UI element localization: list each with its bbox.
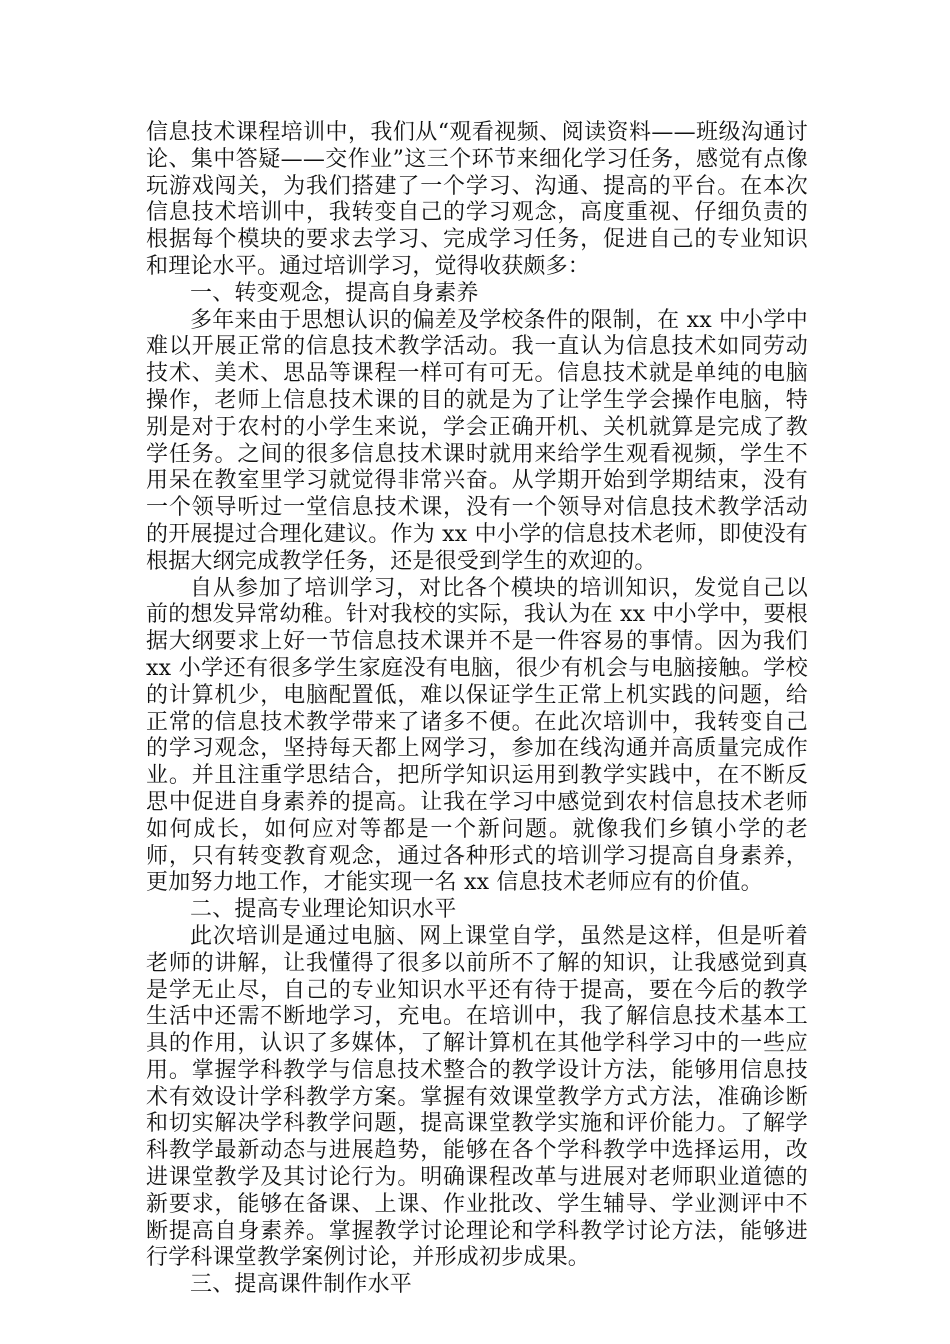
intro-paragraph: 信息技术课程培训中，我们从“观看视频、阅读资料——班级沟通讨论、集中答疑——交作业”这三个环节来细化学习任务，感觉有点像玩游戏闯关，为我们搭建了一个学习、沟通、提高的平台。在本次信息技术培训中，我转变自己的学习观念，高度重视、仔细负责的根据每个模块的要求去学习、完成学习任务，促进自己的专业知识和理论水平。通过培训学习，觉得收获颇多： bbox=[146, 120, 808, 279]
section-heading-3: 三、提高课件制作水平 bbox=[190, 1272, 413, 1298]
section-heading-1: 一、转变观念，提高自身素养 bbox=[190, 280, 479, 306]
section-heading-2: 二、提高专业理论知识水平 bbox=[190, 897, 457, 923]
document-page bbox=[146, 120, 808, 1299]
body-paragraph-2: 自从参加了培训学习，对比各个模块的培训知识，发觉自己以前的想发异常幼稚。针对我校的实际，我认为在 xx 中小学中，要根据大纲要求上好一节信息技术课并不是一件容易的事情。因为我们 xx 小学还有很多学生家庭没有电脑，很少有机会与电脑接触。学校的计算机少，电脑配置低，难以保证学生正常上机实践的问题，给正常的信息技术教学带来了诸多不便。在此次培训中，我转变自己的学习观念，坚持每天都上网学习，参加在线沟通并高质量完成作业。并且注重学思结合，把所学知识运用到教学实践中，在不断反思中促进自身素养的提高。让我在学习中感觉到农村信息技术老师如何成长，如何应对等都是一个新问题。就像我们乡镇小学的老师，只有转变教育观念，通过各种形式的培训学习提高自身素养，更加努力地工作，才能实现一名 xx 信息技术老师应有的价值。 bbox=[146, 575, 808, 896]
body-paragraph-1: 多年来由于思想认识的偏差及学校条件的限制，在 xx 中小学中难以开展正常的信息技术教学活动。我一直认为信息技术如同劳动技术、美术、思品等课程一样可有可无。信息技术就是单纯的电脑操作，老师上信息技术课的目的就是为了让学生学会操作电脑，特别是对于农村的小学生来说，学会正确开机、关机就算是完成了教学任务。之间的很多信息技术课时就用来给学生观看视频，学生不用呆在教室里学习就觉得非常兴奋。从学期开始到学期结束，没有一个领导听过一堂信息技术课，没有一个领导对信息技术教学活动的开展提过合理化建议。作为 xx 中小学的信息技术老师，即使没有根据大纲完成教学任务，还是很受到学生的欢迎的。 bbox=[146, 307, 808, 574]
body-paragraph-3: 此次培训是通过电脑、网上课堂自学，虽然是这样，但是听着老师的讲解，让我懂得了很多以前所不了解的知识，让我感觉到真是学无止尽，自己的专业知识水平还有待于提高，要在今后的教学生活中还需不断地学习，充电。在培训中，我了解信息技术基本工具的作用，认识了多媒体，了解计算机在其他学科学习中的一些应用。掌握学科教学与信息技术整合的教学设计方法，能够用信息技术有效设计学科教学方案。掌握有效课堂教学方式方法，准确诊断和切实解决学科教学问题，提高课堂教学实施和评价能力。了解学科教学最新动态与进展趋势，能够在各个学科教学中选择运用，改进课堂教学及其讨论行为。明确课程改革与进展对老师职业道德的新要求，能够在备课、上课、作业批改、学生辅导、学业测评中不断提高自身素养。掌握教学讨论理论和学科教学讨论方法，能够进行学科课堂教学案例讨论，并形成初步成果。 bbox=[146, 923, 808, 1271]
